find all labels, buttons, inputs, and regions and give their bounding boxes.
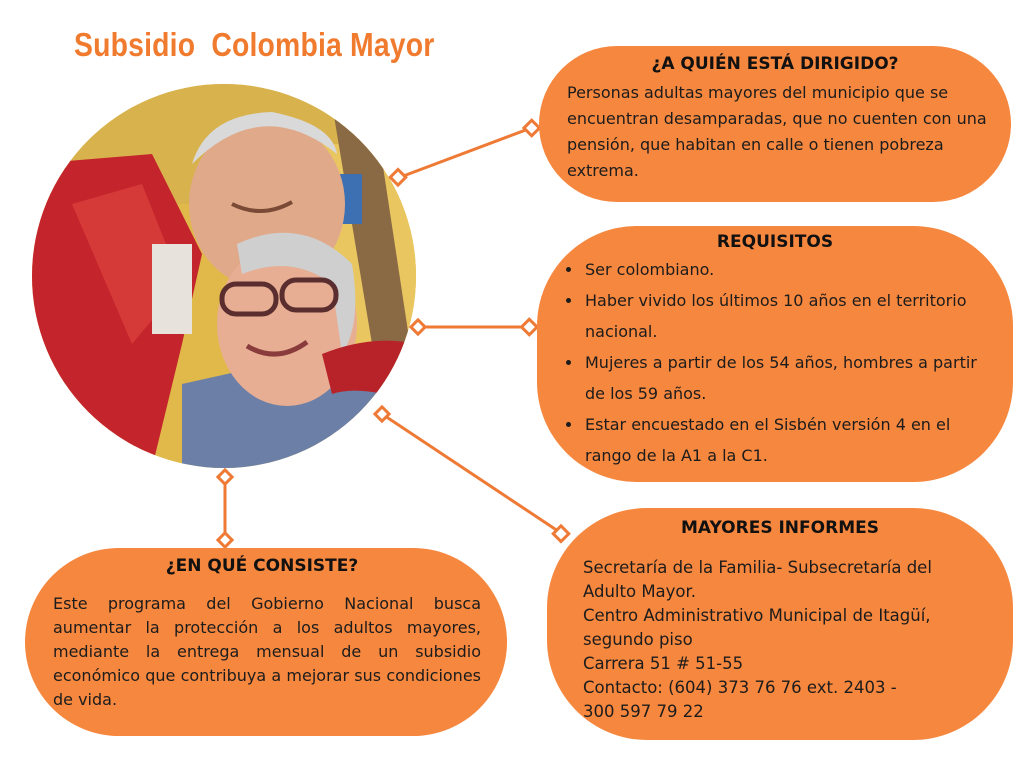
connector-node [218,470,232,484]
info-line: Centro Administrativo Municipal de Itagüí, [583,606,931,625]
requirement-item: • Haber vivido los últimos 10 años en el territorio nacional. [583,285,995,347]
info-line: 300 597 79 22 [583,702,704,721]
more-info-card [547,508,1013,740]
requirements-list [561,254,995,471]
requirement-item: • Mujeres a partir de los 54 años, hombres a partir de los 59 años. [583,347,995,409]
info-line: Adulto Mayor. [583,582,697,601]
target-audience-heading: ¿A QUIÉN ESTÁ DIRIGIDO? [651,54,899,74]
connector-informes [382,414,561,533]
connector-node [522,319,538,335]
more-info-details [583,556,1013,724]
elderly-couple-photo [32,84,416,468]
info-line: Contacto: (604) 373 76 76 ext. 2403 - [583,678,897,697]
page-title: Subsidio Colombia Mayor [74,26,435,63]
requirement-item: • Estar encuestado en el Sisbén versión 4 en el rango de la A1 a la C1. [583,409,995,471]
connector-node [218,533,232,547]
connector-quien [398,128,531,178]
description-heading: ¿EN QUÉ CONSISTE? [165,556,359,576]
target-audience-text: Personas adultas mayores del municipio que se encuentran desamparadas, que no cuenten con una pensión, que habitan en calle o tienen pobreza extrema. [567,83,987,180]
info-line: Secretaría de la Familia- Subsecretaría del [583,558,932,577]
connector-node [390,170,406,186]
requirements-heading: REQUISITOS [716,232,834,252]
info-line: Carrera 51 # 51-55 [583,654,744,673]
description-text: Este programa del Gobierno Nacional busca aumentar la protección a los adultos mayores, mediante la entrega mensual de un subsidio económico que contribuya a mejorar sus condiciones de vida. [53,594,481,709]
requirements-card [537,226,1013,482]
connector-node [524,120,540,136]
target-audience-card [539,46,1011,202]
connector-node [411,320,425,334]
info-line: segundo piso [583,630,693,649]
more-info-heading: MAYORES INFORMES [681,518,879,538]
description-card [25,548,507,736]
requirement-item: • Ser colombiano. [583,254,995,285]
